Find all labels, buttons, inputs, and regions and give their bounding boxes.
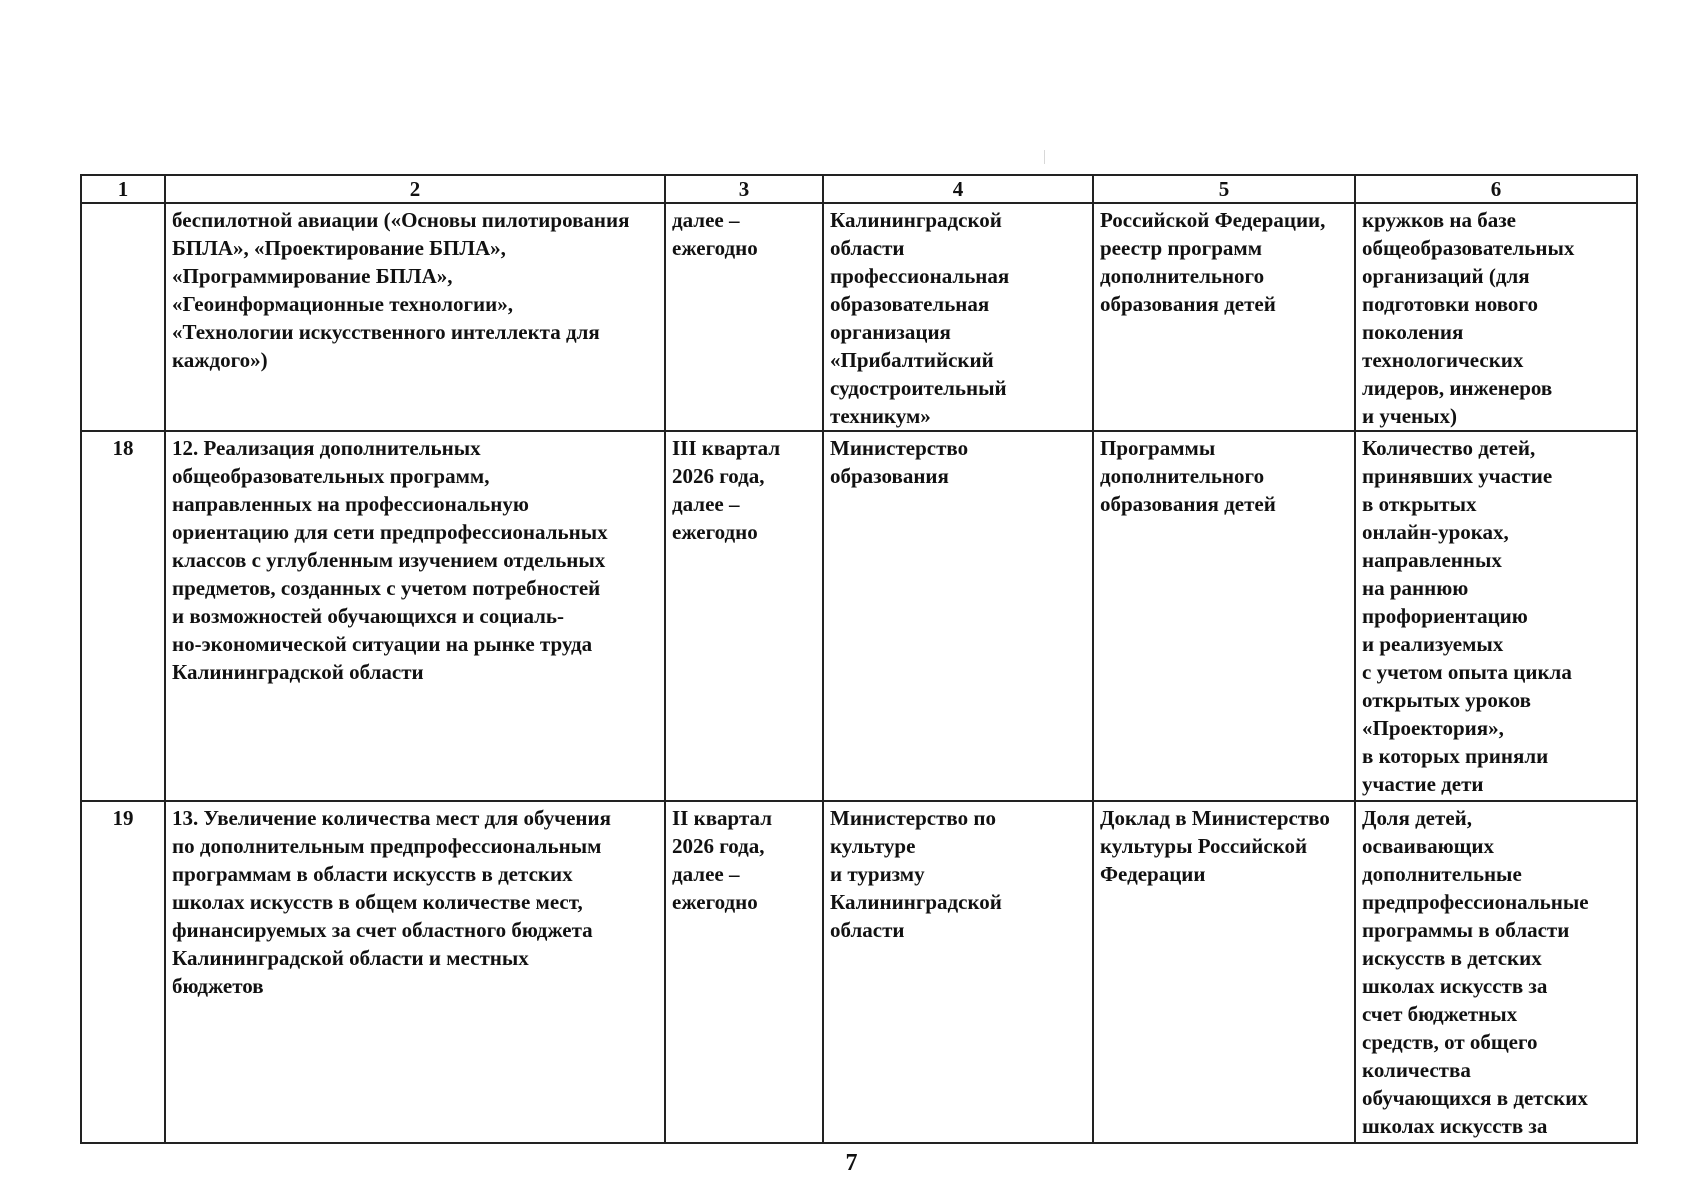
result-cell: Российской Федерации, реестр программ дополнительного образования детей (1093, 203, 1355, 431)
term-cell: III квартал 2026 года, далее – ежегодно (665, 431, 823, 801)
measure-cell: беспилотной авиации («Основы пилотирования БПЛА», «Проектирование БПЛА», «Программирование БПЛА», «Геоинформационные технологии», «Технологии искусственного интеллекта для каждого») (165, 203, 665, 431)
scan-artifact (1044, 150, 1045, 164)
indicator-cell: Количество детей, принявших участие в открытых онлайн-уроках, направленных на раннюю профориентацию и реализуемых с учетом опыта цикла открытых уроков «Проектория», в которых приняли участие дети (1355, 431, 1637, 801)
table-row (81, 431, 1637, 801)
term-cell: далее – ежегодно (665, 203, 823, 431)
responsible-cell: Министерство образования (823, 431, 1093, 801)
table-header-row (81, 175, 1637, 203)
result-cell: Программы дополнительного образования детей (1093, 431, 1355, 801)
column-header: 3 (665, 175, 823, 203)
table-row (81, 801, 1637, 1143)
column-header: 2 (165, 175, 665, 203)
indicator-cell: кружков на базе общеобразовательных организаций (для подготовки нового поколения технологических лидеров, инженеров и ученых) (1355, 203, 1637, 431)
column-header: 4 (823, 175, 1093, 203)
column-header: 1 (81, 175, 165, 203)
term-cell: II квартал 2026 года, далее – ежегодно (665, 801, 823, 1143)
page-number: 7 (845, 1150, 858, 1176)
column-header: 6 (1355, 175, 1637, 203)
measure-cell: 13. Увеличение количества мест для обучения по дополнительным предпрофессиональным программам в области искусств в детских школах искусств в общем количестве мест, финансируемых за счет областного бюджета Калининградской области и местных бюджетов (165, 801, 665, 1143)
measures-table (80, 174, 1638, 1144)
measure-cell: 12. Реализация дополнительных общеобразовательных программ, направленных на профессиональную ориентацию для сети предпрофессиональных классов с углубленным изучением отдельных предметов, созданных с учетом потребностей и возможностей обучающихся и социаль- но-экономической ситуации на рынке труда Калининградской области (165, 431, 665, 801)
table-row (81, 203, 1637, 431)
responsible-cell: Калининградской области профессиональная образовательная организация «Прибалтийский судостроительный техникум» (823, 203, 1093, 431)
indicator-cell: Доля детей, осваивающих дополнительные предпрофессиональные программы в области искусств в детских школах искусств за счет бюджетных средств, от общего количества обучающихся в детских школах искусств за (1355, 801, 1637, 1143)
row-number: 19 (81, 801, 165, 1143)
responsible-cell: Министерство по культуре и туризму Калининградской области (823, 801, 1093, 1143)
row-number (81, 203, 165, 431)
result-cell: Доклад в Министерство культуры Российской Федерации (1093, 801, 1355, 1143)
row-number: 18 (81, 431, 165, 801)
column-header: 5 (1093, 175, 1355, 203)
